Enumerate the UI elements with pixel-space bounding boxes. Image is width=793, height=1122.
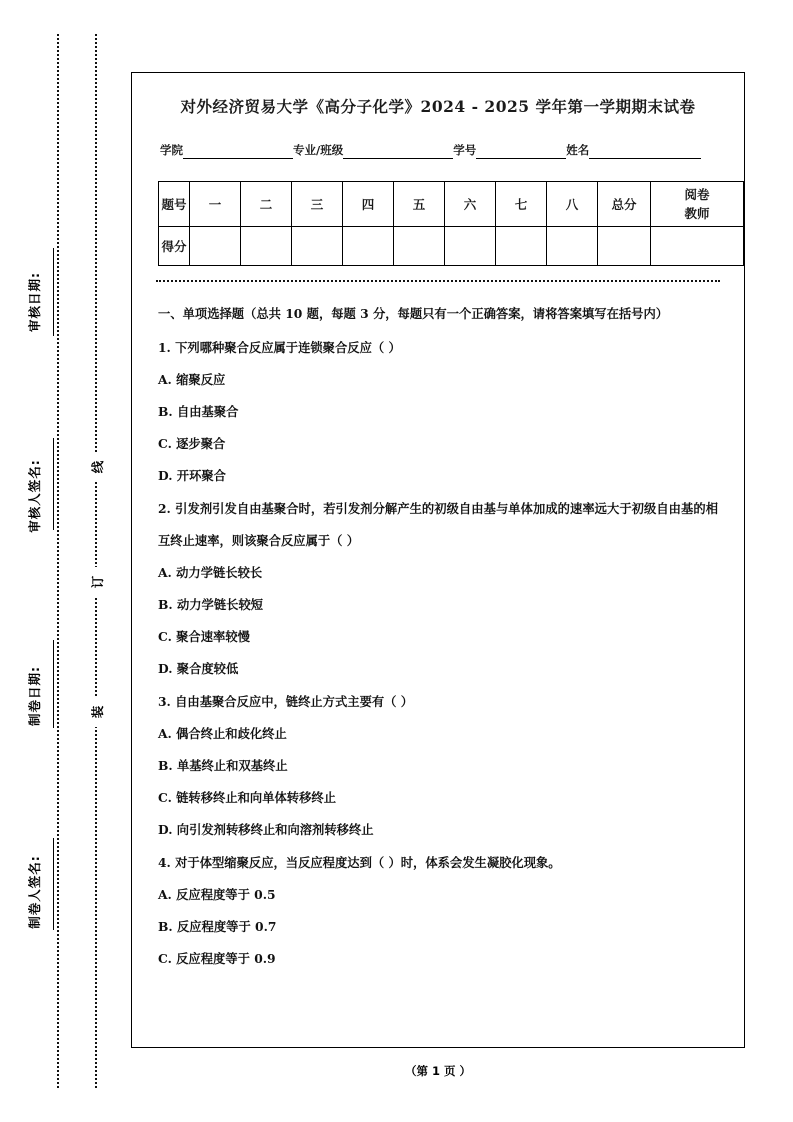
margin-label-reviewer-signature: 审核人签名: [27,459,42,533]
question-3-option-d[interactable]: D. 向引发剂转移终止和向溶剂转移终止 [158,822,374,837]
question-1-option-a[interactable]: A. 缩聚反应 [158,372,226,387]
info-label-college: 学院 [160,143,183,157]
exam-page-frame [131,72,745,1048]
score-table-row-label-question: 题号 [159,182,190,227]
binding-margin [0,0,128,1122]
info-field-student-id [453,142,566,159]
score-table-col-3: 三 [292,182,343,227]
question-body [154,298,722,975]
score-table-col-1: 一 [190,182,241,227]
info-blank-college[interactable] [183,145,293,159]
section-heading-multiple-choice: 一、单项选择题（总共 10 题，每题 3 分，每题只有一个正确答案，请将答案填写在括号内） [158,306,669,321]
score-table-col-4: 四 [343,182,394,227]
question-4-option-a[interactable]: A. 反应程度等于 0.5 [158,887,276,902]
score-table-col-7: 七 [496,182,547,227]
info-label-name: 姓名 [566,143,590,157]
question-4-option-c[interactable]: C. 反应程度等于 0.9 [158,951,276,966]
score-table-col-2: 二 [241,182,292,227]
margin-rule-segment-1 [53,248,54,336]
margin-dotted-line-outer [95,34,97,1088]
margin-dotted-line-inner [57,34,59,1088]
question-2-stem: 2. 引发剂引发自由基聚合时，若引发剂分解产生的初级自由基与单体加成的速率远大于初级自由基的相互终止速率，则该聚合反应属于（ ） [158,501,718,548]
score-table [158,181,744,266]
question-4-stem: 4. 对于体型缩聚反应，当反应程度达到（ ）时，体系会发生凝胶化现象。 [158,855,561,870]
question-2-option-c[interactable]: C. 聚合速率较慢 [158,629,250,644]
margin-rule-segment-4 [53,838,54,930]
score-table-col-total: 总分 [598,182,651,227]
score-table-row-label-score: 得分 [159,227,190,266]
score-cell-total[interactable] [598,227,651,266]
question-3-option-b[interactable]: B. 单基终止和双基终止 [158,758,288,773]
score-cell-1[interactable] [190,227,241,266]
page-footer: （第 1 页 ） [404,1064,471,1078]
margin-rule-segment-2 [53,438,54,530]
question-2-option-d[interactable]: D. 聚合度较低 [158,661,239,676]
question-3-option-a[interactable]: A. 偶合终止和歧化终止 [158,726,287,741]
question-4-option-b[interactable]: B. 反应程度等于 0.7 [158,919,277,934]
info-field-name [566,142,701,159]
section-divider [156,280,720,282]
question-2-option-a[interactable]: A. 动力学链长较长 [158,565,263,580]
info-label-major-class: 专业/班级 [293,143,344,157]
question-3-option-c[interactable]: C. 链转移终止和向单体转移终止 [158,790,336,805]
table-row-question-numbers [159,182,744,227]
fold-mark-xian: 线 [85,452,109,482]
info-blank-name[interactable] [589,145,701,159]
question-1-option-d[interactable]: D. 开环聚合 [158,468,226,483]
exam-page-content [132,73,744,975]
info-label-student-id: 学号 [453,143,477,157]
margin-label-producer-signature: 制卷人签名: [27,855,42,929]
question-1-stem: 1. 下列哪种聚合反应属于连锁聚合反应（ ） [158,340,401,355]
question-1-option-b[interactable]: B. 自由基聚合 [158,404,239,419]
info-field-college [160,142,293,159]
info-blank-major-class[interactable] [343,145,453,159]
score-cell-6[interactable] [445,227,496,266]
exam-title: 对外经济贸易大学《高分子化学》2024 - 2025 学年第一学期期末试卷 [180,97,696,116]
score-cell-4[interactable] [343,227,394,266]
grader-label-line2: 教师 [684,206,710,221]
score-cell-2[interactable] [241,227,292,266]
score-cell-grader[interactable] [651,227,744,266]
score-table-col-grader [651,182,744,227]
score-table-col-8: 八 [547,182,598,227]
score-cell-8[interactable] [547,227,598,266]
info-field-major-class [293,142,453,159]
score-table-col-6: 六 [445,182,496,227]
grader-label-line1: 阅卷 [684,187,710,202]
margin-label-production-date: 制卷日期: [27,666,42,726]
question-1-option-c[interactable]: C. 逐步聚合 [158,436,226,451]
score-cell-7[interactable] [496,227,547,266]
fold-mark-zhuang: 装 [85,697,109,727]
score-table-col-5: 五 [394,182,445,227]
score-cell-3[interactable] [292,227,343,266]
question-3-stem: 3. 自由基聚合反应中，链终止方式主要有（ ） [158,694,414,709]
margin-rule-segment-3 [53,640,54,728]
fold-mark-ding: 订 [85,567,109,597]
margin-label-review-date: 审核日期: [27,272,42,332]
score-cell-5[interactable] [394,227,445,266]
info-blank-student-id[interactable] [476,145,566,159]
table-row-scores [159,227,744,266]
student-info-line [154,142,722,159]
question-2-option-b[interactable]: B. 动力学链长较短 [158,597,264,612]
